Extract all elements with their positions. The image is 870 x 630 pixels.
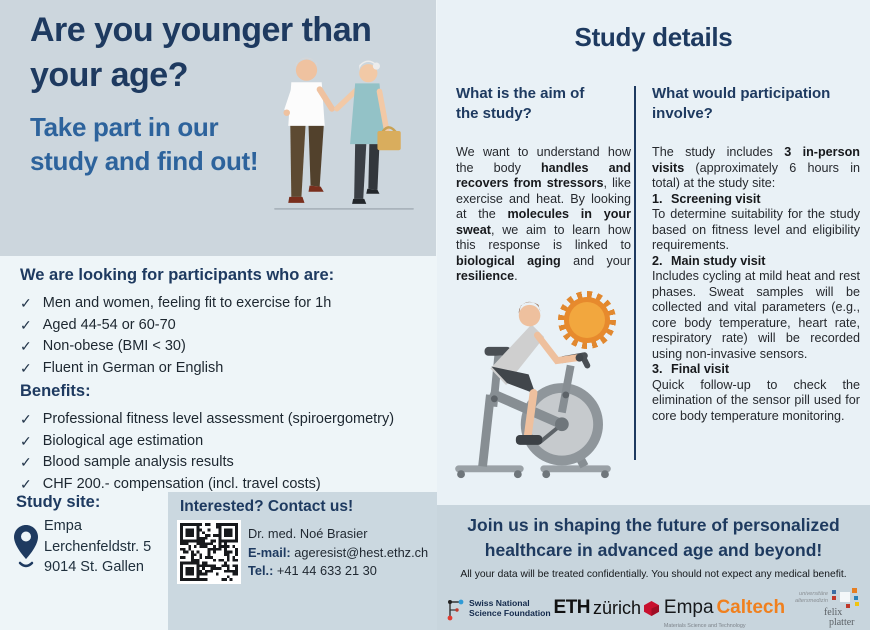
check-icon: ✓ <box>20 432 32 449</box>
hero-subtitle-line2: study and find out! <box>30 146 259 176</box>
visit-description: Includes cycling at mild heat and rest phases. Sweat samples will be collected and vital parameters (e.g., core body temperature, heart rate, respiratory rate) will be recorded using non-invasive sensors. <box>652 269 860 361</box>
benefits-item-text: Biological age estimation <box>42 432 204 449</box>
participation-heading: What would participation involve? <box>652 85 831 122</box>
aim-heading: What is the aim of the study? <box>456 85 585 122</box>
location-pin-icon <box>12 523 40 571</box>
contact-tel-line <box>248 562 434 581</box>
visit-description: Quick follow-up to check the elimination of the sensor pill used for core body temperature monitoring. <box>652 377 860 423</box>
participants-item-text: Aged 44-54 or 60-70 <box>42 316 176 333</box>
hero-title-line1: Are you younger than <box>30 11 372 49</box>
contact-email-line <box>248 544 434 563</box>
participants-heading: We are looking for participants who are: <box>20 266 335 284</box>
exercise-bike-illustration <box>447 297 619 483</box>
hero-panel <box>0 0 436 256</box>
address-line: Lerchenfeldstr. 5 <box>44 538 152 555</box>
qr-code <box>177 520 241 584</box>
study-details-title: Study details <box>574 22 733 52</box>
contact-details <box>248 525 434 581</box>
benefits-heading: Benefits: <box>20 382 91 400</box>
hero-subtitle-line1: Take part in our <box>30 112 219 142</box>
felix-platter-tagline: universitäre altersmedizin <box>794 591 828 604</box>
visit-title: 3. Final visit <box>652 362 730 376</box>
check-icon: ✓ <box>20 411 32 427</box>
address-line: 9014 St. Gallen <box>44 559 144 575</box>
participation-column <box>652 84 860 424</box>
empa-logo: Empa Materials Science and Technology <box>644 597 714 619</box>
snsf-logo-text: Swiss National Science Foundation <box>469 598 551 618</box>
participants-item <box>20 293 428 315</box>
benefits-item-text: CHF 200.- compensation (incl. travel costs) <box>42 475 321 492</box>
check-icon: ✓ <box>20 359 32 376</box>
address-line: Empa <box>44 518 82 534</box>
banner-headline: Join us in shaping the future of personalized healthcare in advanced age and beyond! <box>467 515 840 560</box>
aim-paragraph: We want to understand how the body handles and recovers from stressors, like exercise and heat. By looking at the molecules in your sweat, we aim to learn how this response is linked to biological aging and your resilience. <box>456 145 631 283</box>
empa-logo-icon <box>644 601 659 616</box>
participants-item-text: Fluent in German or English <box>42 359 224 376</box>
visit-title: 2. Main study visit <box>652 253 766 268</box>
banner-panel <box>437 505 870 630</box>
felix-platter-logo <box>788 588 862 628</box>
hero-title-line2: your age? <box>30 56 188 94</box>
check-icon: ✓ <box>20 316 32 333</box>
participants-item-text: Non-obese (BMI < 30) <box>42 338 186 354</box>
snsf-logo-icon <box>445 594 465 622</box>
check-icon: ✓ <box>20 338 32 354</box>
contact-name: Dr. med. Noé Brasier <box>248 526 368 541</box>
felix-platter-name: felix platter <box>823 607 855 628</box>
check-icon: ✓ <box>20 454 32 470</box>
participants-item <box>20 336 428 358</box>
elderly-couple-illustration <box>268 48 420 222</box>
man-figure <box>284 57 332 202</box>
contact-panel <box>168 492 437 630</box>
aim-column <box>456 84 631 285</box>
benefits-item <box>20 452 428 474</box>
eth-zurich-logo: ETH zürich <box>553 597 642 618</box>
tel-value: +41 44 633 21 30 <box>276 563 377 578</box>
participants-item <box>20 358 428 380</box>
column-divider <box>634 86 636 460</box>
caltech-logo: Caltech <box>716 597 786 618</box>
partner-logos <box>441 587 866 629</box>
benefits-item <box>20 431 428 453</box>
benefits-section <box>20 382 428 495</box>
participants-item-text: Men and women, feeling fit to exercise for 1h <box>42 295 332 311</box>
visit-description: To determine suitability for the study based on fitness level and eligibility requirements. <box>652 207 860 252</box>
check-icon: ✓ <box>20 475 32 492</box>
participants-section <box>20 266 428 379</box>
participation-intro: The study includes 3 in-person visits (approximately 6 hours in total) at the study site: <box>652 145 860 190</box>
study-site-heading: Study site: <box>16 493 101 511</box>
check-icon: ✓ <box>20 295 32 311</box>
banner-disclaimer: All your data will be treated confidentially. You should not expect any medical benefit. <box>460 569 847 580</box>
visit-title: 1. Screening visit <box>652 191 761 206</box>
email-label: E-mail: <box>248 544 291 560</box>
qr-code-pattern <box>180 523 238 581</box>
study-site-address <box>44 516 151 578</box>
participants-item <box>20 315 428 337</box>
contact-heading: Interested? Contact us! <box>180 498 354 515</box>
woman-figure <box>337 61 401 204</box>
email-value: ageresist@hest.ethz.ch <box>294 544 429 560</box>
tel-label: Tel.: <box>248 563 274 578</box>
hero-subtitle <box>30 110 258 178</box>
benefits-item-text: Blood sample analysis results <box>42 454 234 470</box>
benefits-item <box>20 409 428 431</box>
benefits-item-text: Professional fitness level assessment (spiroergometry) <box>42 411 395 427</box>
snsf-logo <box>445 594 551 622</box>
